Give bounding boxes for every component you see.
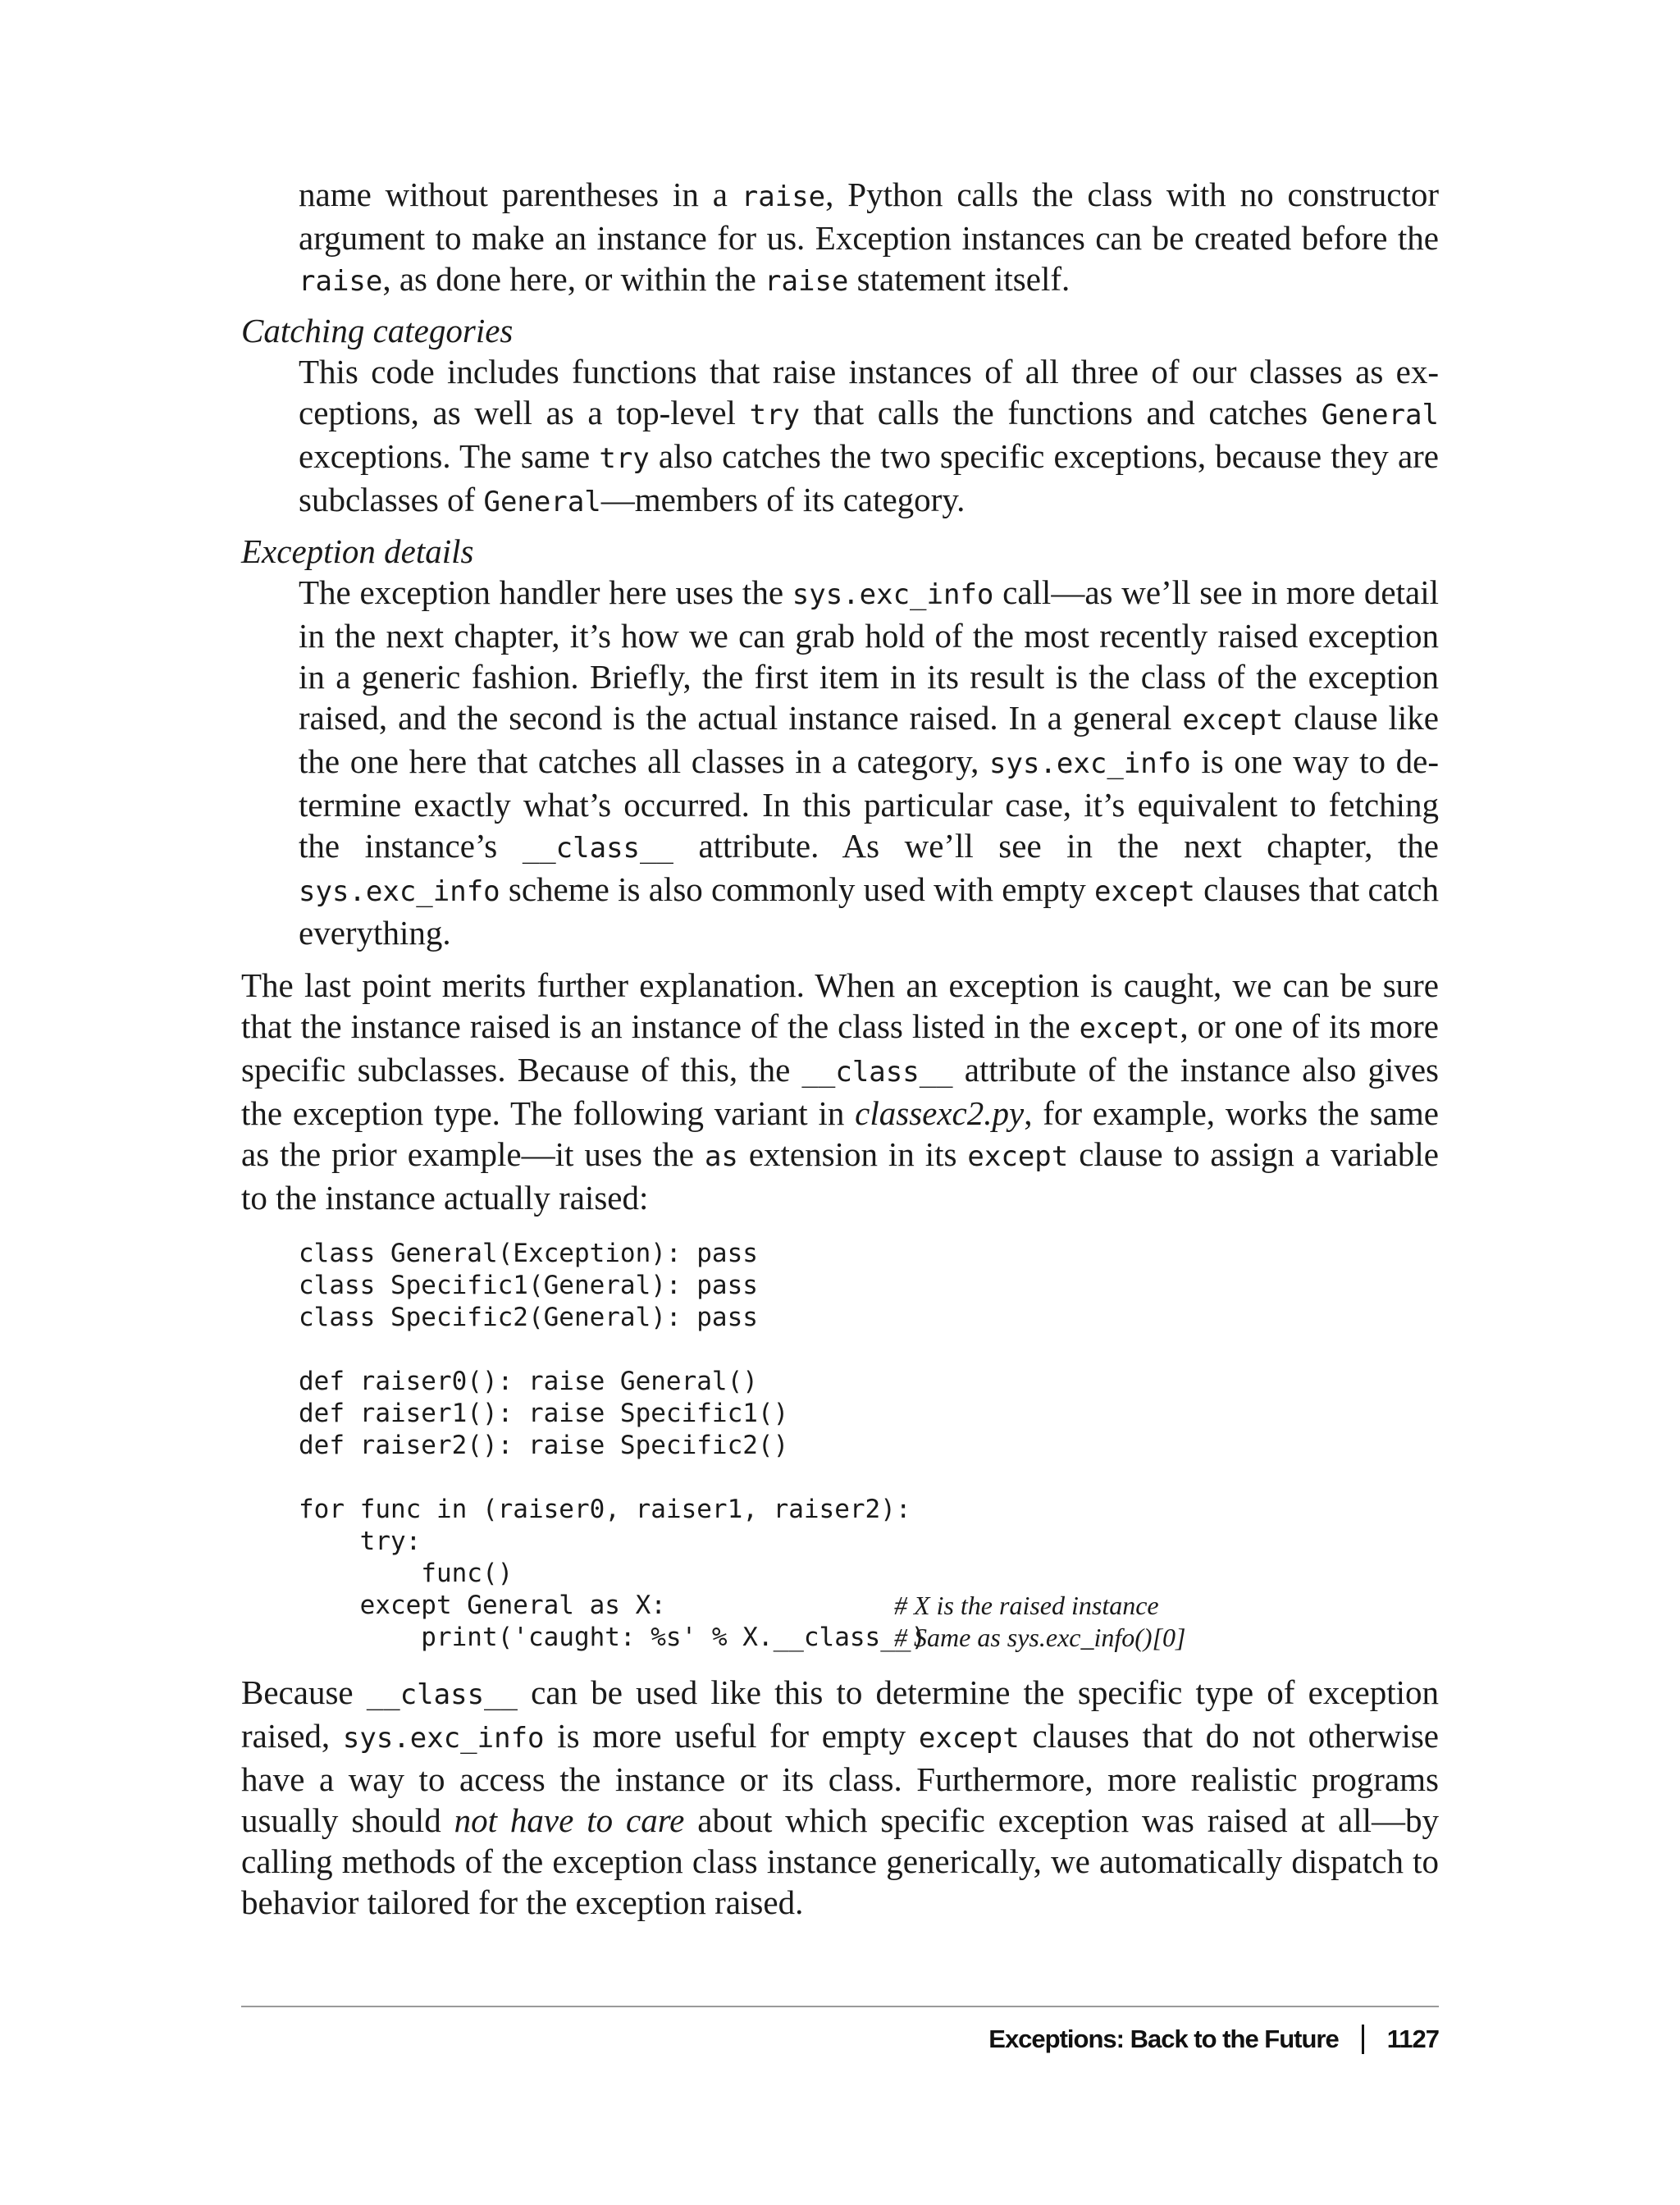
text-run: also catches the two specific exceptions, because they are subclasses of (299, 437, 1439, 518)
code-text: print('caught: %s' % X.__class__) (299, 1623, 927, 1652)
text-run: , or one of its more specific subclasses. Because of this, the (241, 1007, 1440, 1089)
intro-paragraph (299, 174, 1439, 302)
text-run: is one way to determine exactly what’s occurred. In this particular case, it’s equivalent to fetching the instance’s (299, 742, 1439, 865)
inline-code: sys.exc_info (299, 875, 500, 908)
footer-rule (241, 2006, 1439, 2007)
text-run: call—as we’ll see in more detail in the next chapter, it’s how we can grab hold of the most recently raised exception in a generic fashion. Briefly, the first item in its result is the class of the exception raised, and the second is the actual instance raised. In a general (299, 573, 1439, 737)
footer-separator (1362, 2025, 1364, 2054)
code-line (299, 1398, 1439, 1430)
definition-item-catching-categories (241, 310, 1439, 523)
code-text: except General as X: (299, 1591, 666, 1620)
term-exception-details: Exception details (241, 532, 474, 570)
inline-code: except (1094, 875, 1195, 908)
code-text: func() (299, 1559, 514, 1588)
definition-list (241, 310, 1439, 953)
inline-code: sys.exc_info (792, 578, 994, 611)
text-run: can be used like this to determine the specific type of exception raised, (241, 1673, 1439, 1755)
text-run: extension in its (737, 1135, 968, 1173)
code-text: class Specific2(General): pass (299, 1303, 758, 1332)
inline-code: try (599, 442, 650, 475)
inline-code: General (1321, 399, 1439, 431)
inline-code: __class__ (366, 1678, 518, 1711)
text-run: , as done here, or within the (382, 260, 765, 298)
inline-code: __class__ (801, 1056, 953, 1089)
text-run: , for example, works the same as the prior example—it uses the (241, 1094, 1439, 1173)
text-run: clauses that catch everything. (299, 870, 1439, 952)
code-line (299, 1430, 1439, 1462)
text-run: This code includes functions that raise instances of all three of our classes as exceptions, as well as a top-level (299, 353, 1439, 431)
code-text: def raiser0(): raise General() (299, 1367, 758, 1396)
inline-code: except (1182, 704, 1284, 737)
code-line (299, 1302, 1439, 1334)
footer-section-title: Exceptions: Back to the Future (988, 2025, 1339, 2053)
code-line (299, 1270, 1439, 1302)
body-paragraph-because (241, 1672, 1439, 1923)
running-footer (988, 2025, 1439, 2054)
text-run: —members of its category. (600, 481, 966, 518)
inline-code: sys.exc_info (989, 747, 1191, 780)
code-line (299, 1558, 1439, 1590)
inline-code: raise (299, 265, 383, 298)
definition-catching-categories (299, 351, 1439, 523)
inline-code: sys.exc_info (342, 1722, 545, 1755)
inline-code: __class__ (522, 832, 673, 865)
text-run: attribute of the instance also gives the exception type. The following variant in (241, 1051, 1439, 1132)
code-text: for func in (raiser0, raiser1, raiser2): (299, 1495, 911, 1524)
code-line (299, 1366, 1439, 1398)
code-line (299, 1494, 1439, 1526)
text-run: , Python calls the class with no constructor argument to make an instance for us. Exception instances can be created before the (299, 176, 1439, 257)
emphasis-text: classexc2.py (855, 1094, 1025, 1132)
emphasis-text: not have to care (454, 1801, 685, 1839)
text-run: that calls the functions and catches (800, 394, 1322, 431)
code-comment: # X is the raised instance (894, 1591, 1159, 1620)
definition-exception-details (299, 572, 1439, 953)
text-run: statement itself. (848, 260, 1071, 298)
code-line (299, 1334, 1439, 1366)
code-text: class General(Exception): pass (299, 1239, 758, 1268)
inline-code: raise (765, 265, 849, 298)
code-comment: # Same as sys.exc_info()[0] (894, 1623, 1186, 1652)
code-listing (299, 1238, 1439, 1654)
text-run: about which specific exception was raised at all—by calling methods of the exception class instance generically, we automatically dispatch to behavior tailored for the exception raised. (241, 1801, 1439, 1921)
code-text: def raiser2(): raise Specific2() (299, 1431, 789, 1460)
text-run: is more useful for empty (544, 1717, 919, 1755)
text-run: scheme is also commonly used with empty (500, 870, 1094, 908)
inline-code: raise (741, 180, 826, 213)
inline-code: except (1079, 1012, 1180, 1045)
inline-code: except (918, 1722, 1020, 1755)
text-run: attribute. As we’ll see in the next chapter, the (673, 827, 1439, 865)
inline-code: try (749, 399, 801, 431)
definition-item-exception-details (241, 531, 1439, 953)
inline-code: as (704, 1140, 738, 1173)
code-line (299, 1590, 1439, 1622)
code-text: try: (299, 1527, 422, 1556)
text-run: clause to assign a variable to the instance actually raised: (241, 1135, 1440, 1217)
text-run: clause like the one here that catches all classes in a category, (299, 699, 1440, 780)
code-line (299, 1238, 1439, 1270)
text-run: clauses that do not otherwise have a way to access the instance or its class. Furthermore, more realistic programs usually should (241, 1717, 1439, 1839)
page-number: 1127 (1386, 2025, 1439, 2053)
text-run: Because (241, 1673, 367, 1711)
body-paragraph-last-point (241, 965, 1439, 1218)
text-run: exceptions. The same (299, 437, 600, 475)
inline-code: General (483, 486, 601, 518)
text-run: name without parentheses in a (299, 176, 742, 213)
inline-code: except (967, 1140, 1069, 1173)
code-text: def raiser1(): raise Specific1() (299, 1399, 789, 1428)
code-line (299, 1622, 1439, 1654)
code-text: class Specific1(General): pass (299, 1271, 758, 1300)
code-line (299, 1462, 1439, 1494)
page-content (241, 174, 1439, 1942)
term-catching-categories: Catching categories (241, 312, 514, 349)
text-run: The exception handler here uses the (299, 573, 792, 611)
code-line (299, 1526, 1439, 1558)
text-run: The last point merits further explanation. When an exception is caught, we can be sure that the instance raised is an instance of the class listed in the (241, 966, 1439, 1045)
